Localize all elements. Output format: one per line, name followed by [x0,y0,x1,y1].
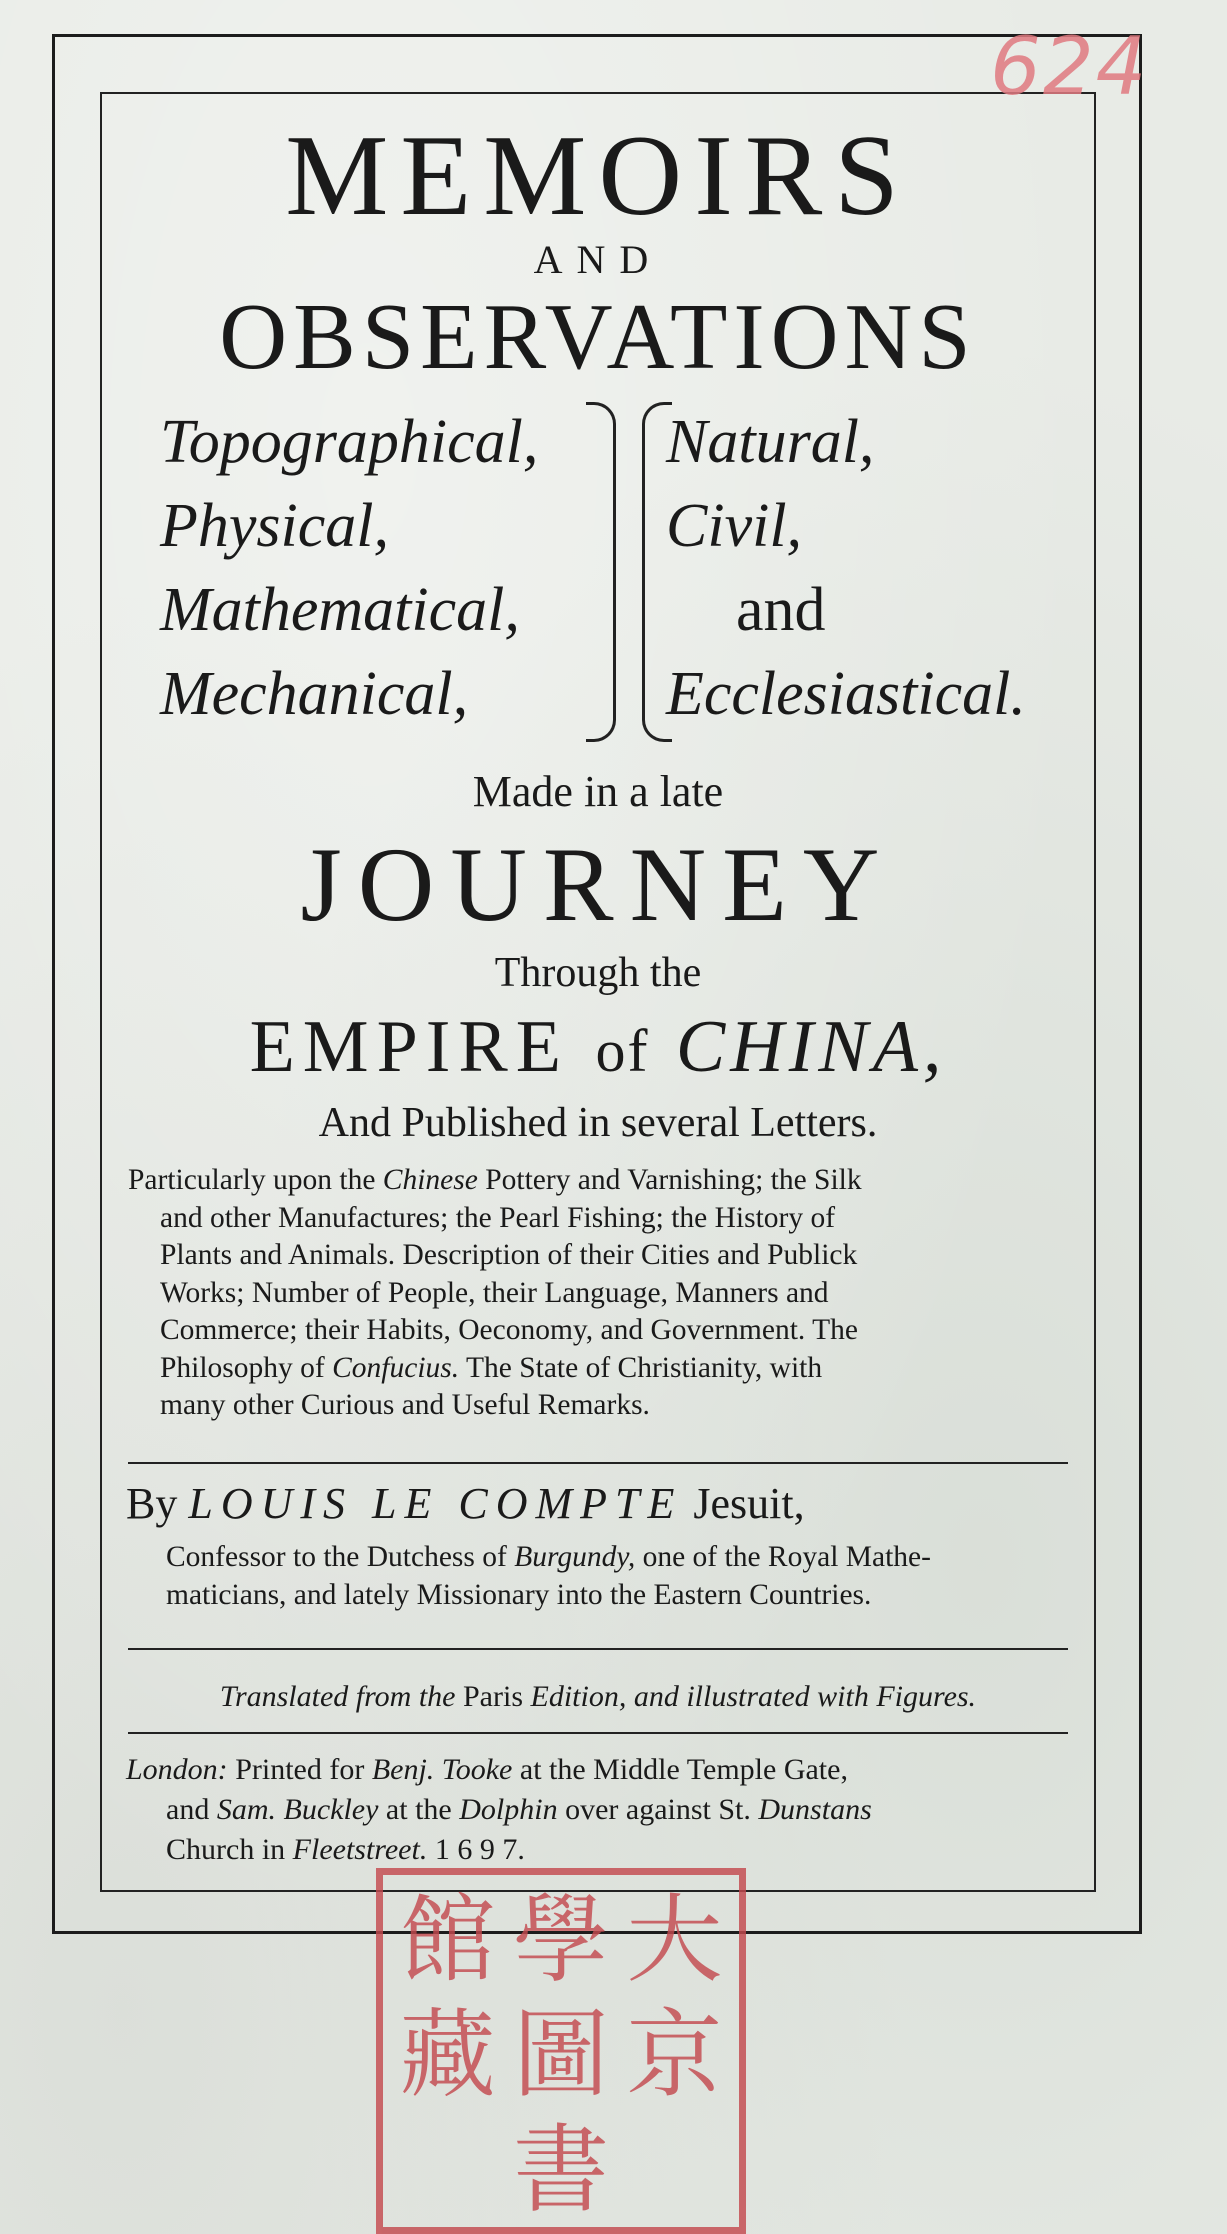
author-name: LOUIS LE COMPTE [188,1479,683,1528]
shelf-mark: 624 [990,20,1149,113]
subject-mathematical: Mathematical, [160,576,520,644]
made-in-line: Made in a late [472,767,724,816]
imprint-line-1: London: Printed for Benj. Tooke at the Middle Temple Gate, [126,1753,848,1786]
title-memoirs: MEMOIRS [285,112,911,240]
subject-ecclesiastical: Ecclesiastical. [666,660,1026,728]
subject-physical: Physical, [160,492,389,560]
seal-characters [391,1883,731,2227]
particulars-line-6: Philosophy of Confucius. The State of Christianity, with [160,1351,823,1384]
title-and: AND [533,237,663,282]
left-brace [586,402,616,742]
imprint-line-3: Church in Fleetstreet. 1 6 9 7. [166,1833,525,1866]
particulars-line-7: many other Curious and Useful Remarks. [160,1389,650,1421]
author-order: Jesuit, [693,1479,805,1528]
translation-note: Translated from the Paris Edition, and illustrated with Figures. [219,1680,977,1713]
author-line [126,1480,1076,1528]
empire-word: EMPIRE [249,1006,569,1088]
seal-glyph: 學 [512,1884,609,1997]
seal-glyph: 圖 [512,1998,609,2111]
through-line: Through the [494,950,702,996]
empire-of: of [595,1018,650,1084]
seal-glyph: 大 [626,1884,723,1997]
seal-glyph: 京 [626,1998,723,2111]
particulars-line-2: and other Manufactures; the Pearl Fishing; the History of [160,1201,836,1234]
title-observations: OBSERVATIONS [219,285,977,389]
seal-glyph: 藏 [399,1998,496,2111]
author-description-line-2: maticians, and lately Missionary into the Eastern Countries. [166,1579,872,1611]
divider-rule [128,1462,1068,1464]
author-description [166,1538,1066,1614]
particulars-line-4: Works; Number of People, their Language, Manners and [160,1276,829,1309]
title-journey: JOURNEY [300,826,896,943]
particulars-line-1: Particularly upon the Chinese Pottery and Varnishing; the Silk [128,1164,862,1196]
subject-natural: Natural, [666,408,875,476]
subject-mechanical: Mechanical, [160,660,469,728]
subjects-right [666,400,1086,736]
particulars-line-5: Commerce; their Habits, Oeconomy, and Government. The [160,1314,858,1346]
imprint [126,1750,1076,1870]
divider-rule [128,1732,1068,1734]
divider-rule [128,1648,1068,1650]
particulars-line-3: Plants and Animals. Description of their Cities and Publick [160,1239,858,1271]
seal-glyph: 書 [512,2113,609,2226]
particulars-paragraph [128,1162,1078,1425]
author-by: By [126,1479,178,1528]
published-line: And Published in several Letters. [318,1100,878,1146]
seal-glyph: 館 [399,1884,496,1997]
library-seal-stamp [376,1868,746,2234]
empire-country: CHINA, [675,1006,947,1088]
subject-civil: Civil, [666,492,803,560]
imprint-line-2: and Sam. Buckley at the Dolphin over against St. Dunstans [166,1793,872,1826]
subject-and: and [736,576,826,644]
author-description-line-1: Confessor to the Dutchess of Burgundy, one of the Royal Mathe- [166,1541,931,1573]
subject-topographical: Topographical, [160,408,539,476]
subjects-block [110,400,1086,760]
empire-line [110,1006,1086,1088]
